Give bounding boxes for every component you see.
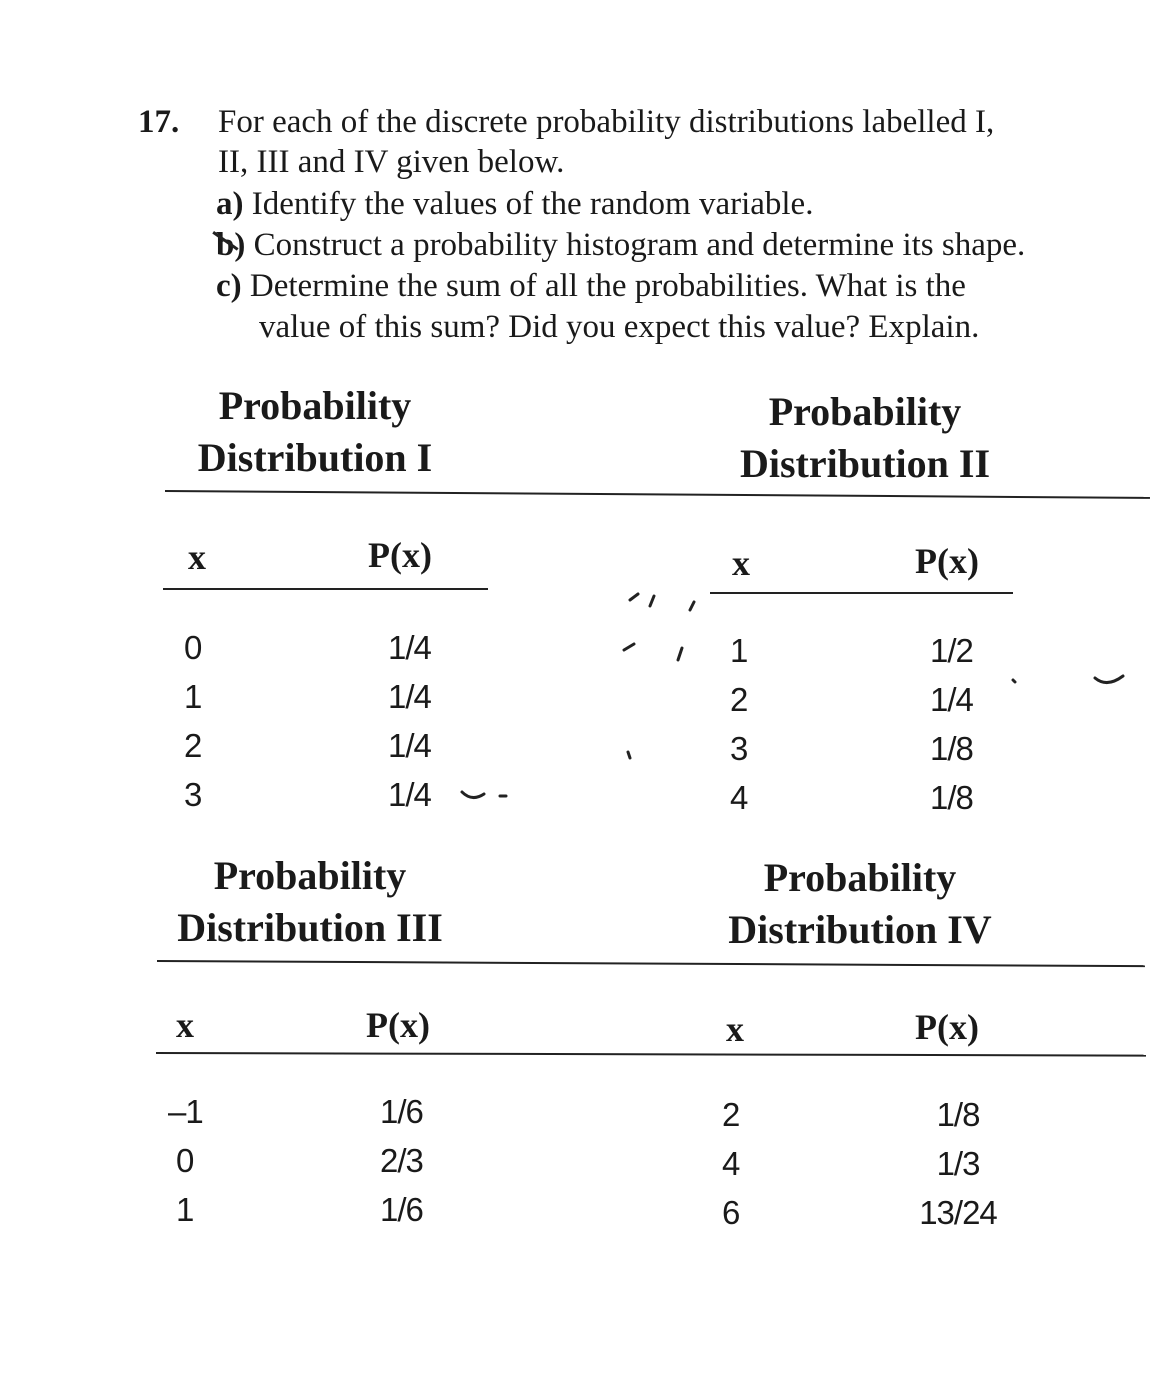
question-intro-line2: II, III and IV given below. [218,144,565,180]
dist-2-header-x: x [732,543,750,583]
dist-2-title-line2: Distribution II [739,441,991,486]
dist-2-x-value: 4 [730,779,748,816]
dist-2-p-value: 1/8 [930,730,973,767]
dist-1-header-x: x [188,537,206,577]
dot-mark-icon [628,752,630,758]
dist-3-p-value: 1/6 [380,1093,423,1130]
dist-2-x-value: 1 [730,632,748,669]
dist-4-x-value: 6 [722,1194,740,1231]
dist-3-header-p: P(x) [366,1005,430,1045]
dist-4-x-value: 4 [722,1145,740,1182]
dist-1-p-value: 1/4 [388,776,431,813]
dist-1-title-line2: Distribution I [197,435,433,480]
dist-2-p-value: 1/8 [930,779,973,816]
part-c-label: c) [216,268,242,304]
dist-1-title-line1: Probability [218,383,412,428]
check-mark-icon [1095,676,1123,683]
dist-1-p-value: 1/4 [388,629,431,666]
dist-2-x-value: 2 [730,681,748,718]
part-b-text: Construct a probability histogram and determine its shape. [253,227,1026,263]
dist-4-p-value: 1/8 [936,1096,980,1133]
dist-4-header-p: P(x) [915,1007,979,1047]
part-a-label: a) [216,186,244,222]
dist-4-title-line2: Distribution IV [728,907,992,952]
dist-2-p-value: 1/2 [930,632,973,669]
tick-mark-icon [630,594,694,610]
question-number: 17. [138,104,180,140]
dist-2-x-value: 3 [730,730,748,767]
dot-mark-icon [1013,680,1015,682]
dist-1-x-value: 3 [184,776,202,813]
dist-3-x-value: 1 [176,1191,194,1228]
dist-4-title-line1: Probability [763,855,957,900]
part-b-label: b) [216,227,246,263]
dist-3-x-value: –1 [168,1093,203,1130]
question-intro-line1: For each of the discrete probability distributions labelled I, [218,104,995,140]
dist-3-header-x: x [176,1005,194,1045]
dist-4-header-x: x [726,1009,744,1049]
dist-1-x-value: 0 [184,629,202,666]
dist-2-header-p: P(x) [915,541,979,581]
check-mark-icon [462,792,484,798]
dist-3-title-line2: Distribution III [177,905,443,950]
dist-4-p-value: 1/3 [936,1145,980,1182]
dist-3-p-value: 1/6 [380,1191,423,1228]
dist-1-header-p: P(x) [368,535,432,575]
tick-mark-icon [624,644,682,660]
dist-4-x-value: 2 [722,1096,740,1133]
dist-1-x-value: 2 [184,727,202,764]
part-c-line2: value of this sum? Did you expect this value? Explain. [259,309,980,345]
part-c-text: Determine the sum of all the probabilities. What is the [249,268,966,304]
dist-2-p-value: 1/4 [930,681,973,718]
dist-2-title-line1: Probability [768,389,962,434]
dist-3-title-line1: Probability [213,853,407,898]
dist-4-p-value: 13/24 [919,1194,997,1231]
dist-1-x-value: 1 [184,678,202,715]
dist-3-p-value: 2/3 [380,1142,423,1179]
dist-3-x-value: 0 [176,1142,194,1179]
dist-1-p-value: 1/4 [388,678,431,715]
part-a-text: Identify the values of the random variable. [251,186,814,222]
dist-1-p-value: 1/4 [388,727,431,764]
